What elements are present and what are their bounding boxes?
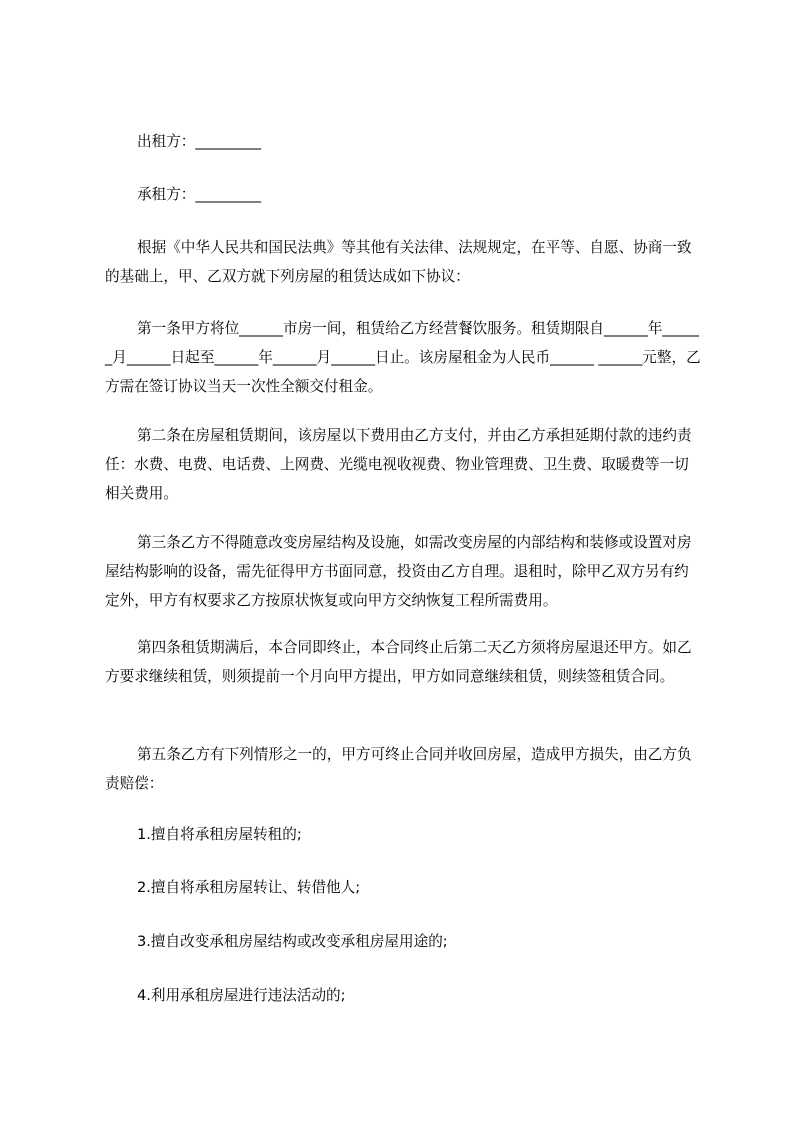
list-item-1: 1.擅自将承租房屋转租的; <box>137 826 302 843</box>
list-item-3: 3.擅自改变承租房屋结构或改变承租房屋用途的; <box>137 933 448 950</box>
list-item-2: 2.擅自将承租房屋转让、转借他人; <box>137 879 361 896</box>
preamble-paragraph: 根据《中华人民共和国民法典》等其他有关法律、法规规定，在平等、自愿、协商一致的基础上，甲、乙双方就下列房屋的租赁达成如下协议： <box>105 239 692 285</box>
lessee-line: 承租方：_________ <box>137 186 262 203</box>
list-item-4: 4.利用承租房屋进行违法活动的; <box>137 987 346 1004</box>
article-3-paragraph: 第三条乙方不得随意改变房屋结构及设施，如需改变房屋的内部结构和装修或设置对房屋结构影响的设备，需先征得甲方书面同意，投资由乙方自理。退租时，除甲乙双方另有约定外，甲方有权要求乙方按原状恢复或向甲方交纳恢复工程所需费用。 <box>105 534 692 609</box>
article-2-paragraph: 第二条在房屋租赁期间，该房屋以下费用由乙方支付，并由乙方承担延期付款的违约责任：水费、电费、电话费、上网费、光缆电视收视费、物业管理费、卫生费、取暖费等一切相关费用。 <box>105 427 692 502</box>
article-5-paragraph: 第五条乙方有下列情形之一的，甲方可终止合同并收回房屋，造成甲方损失，由乙方负责赔偿： <box>105 746 692 792</box>
article-1-paragraph: 第一条甲方将位______市房一间，租赁给乙方经营餐饮服务。租赁期限自______年______月______日起至______年______月______日止。该房屋租金为人民币______ ______元整，乙方需在签订协议当天一次性全额交付租金。 <box>105 320 701 395</box>
lessor-line: 出租方：_________ <box>137 133 262 150</box>
article-4-paragraph: 第四条租赁期满后，本合同即终止，本合同终止后第二天乙方须将房屋退还甲方。如乙方要求继续租赁，则须提前一个月向甲方提出，甲方如同意继续租赁，则续签租赁合同。 <box>105 639 692 685</box>
